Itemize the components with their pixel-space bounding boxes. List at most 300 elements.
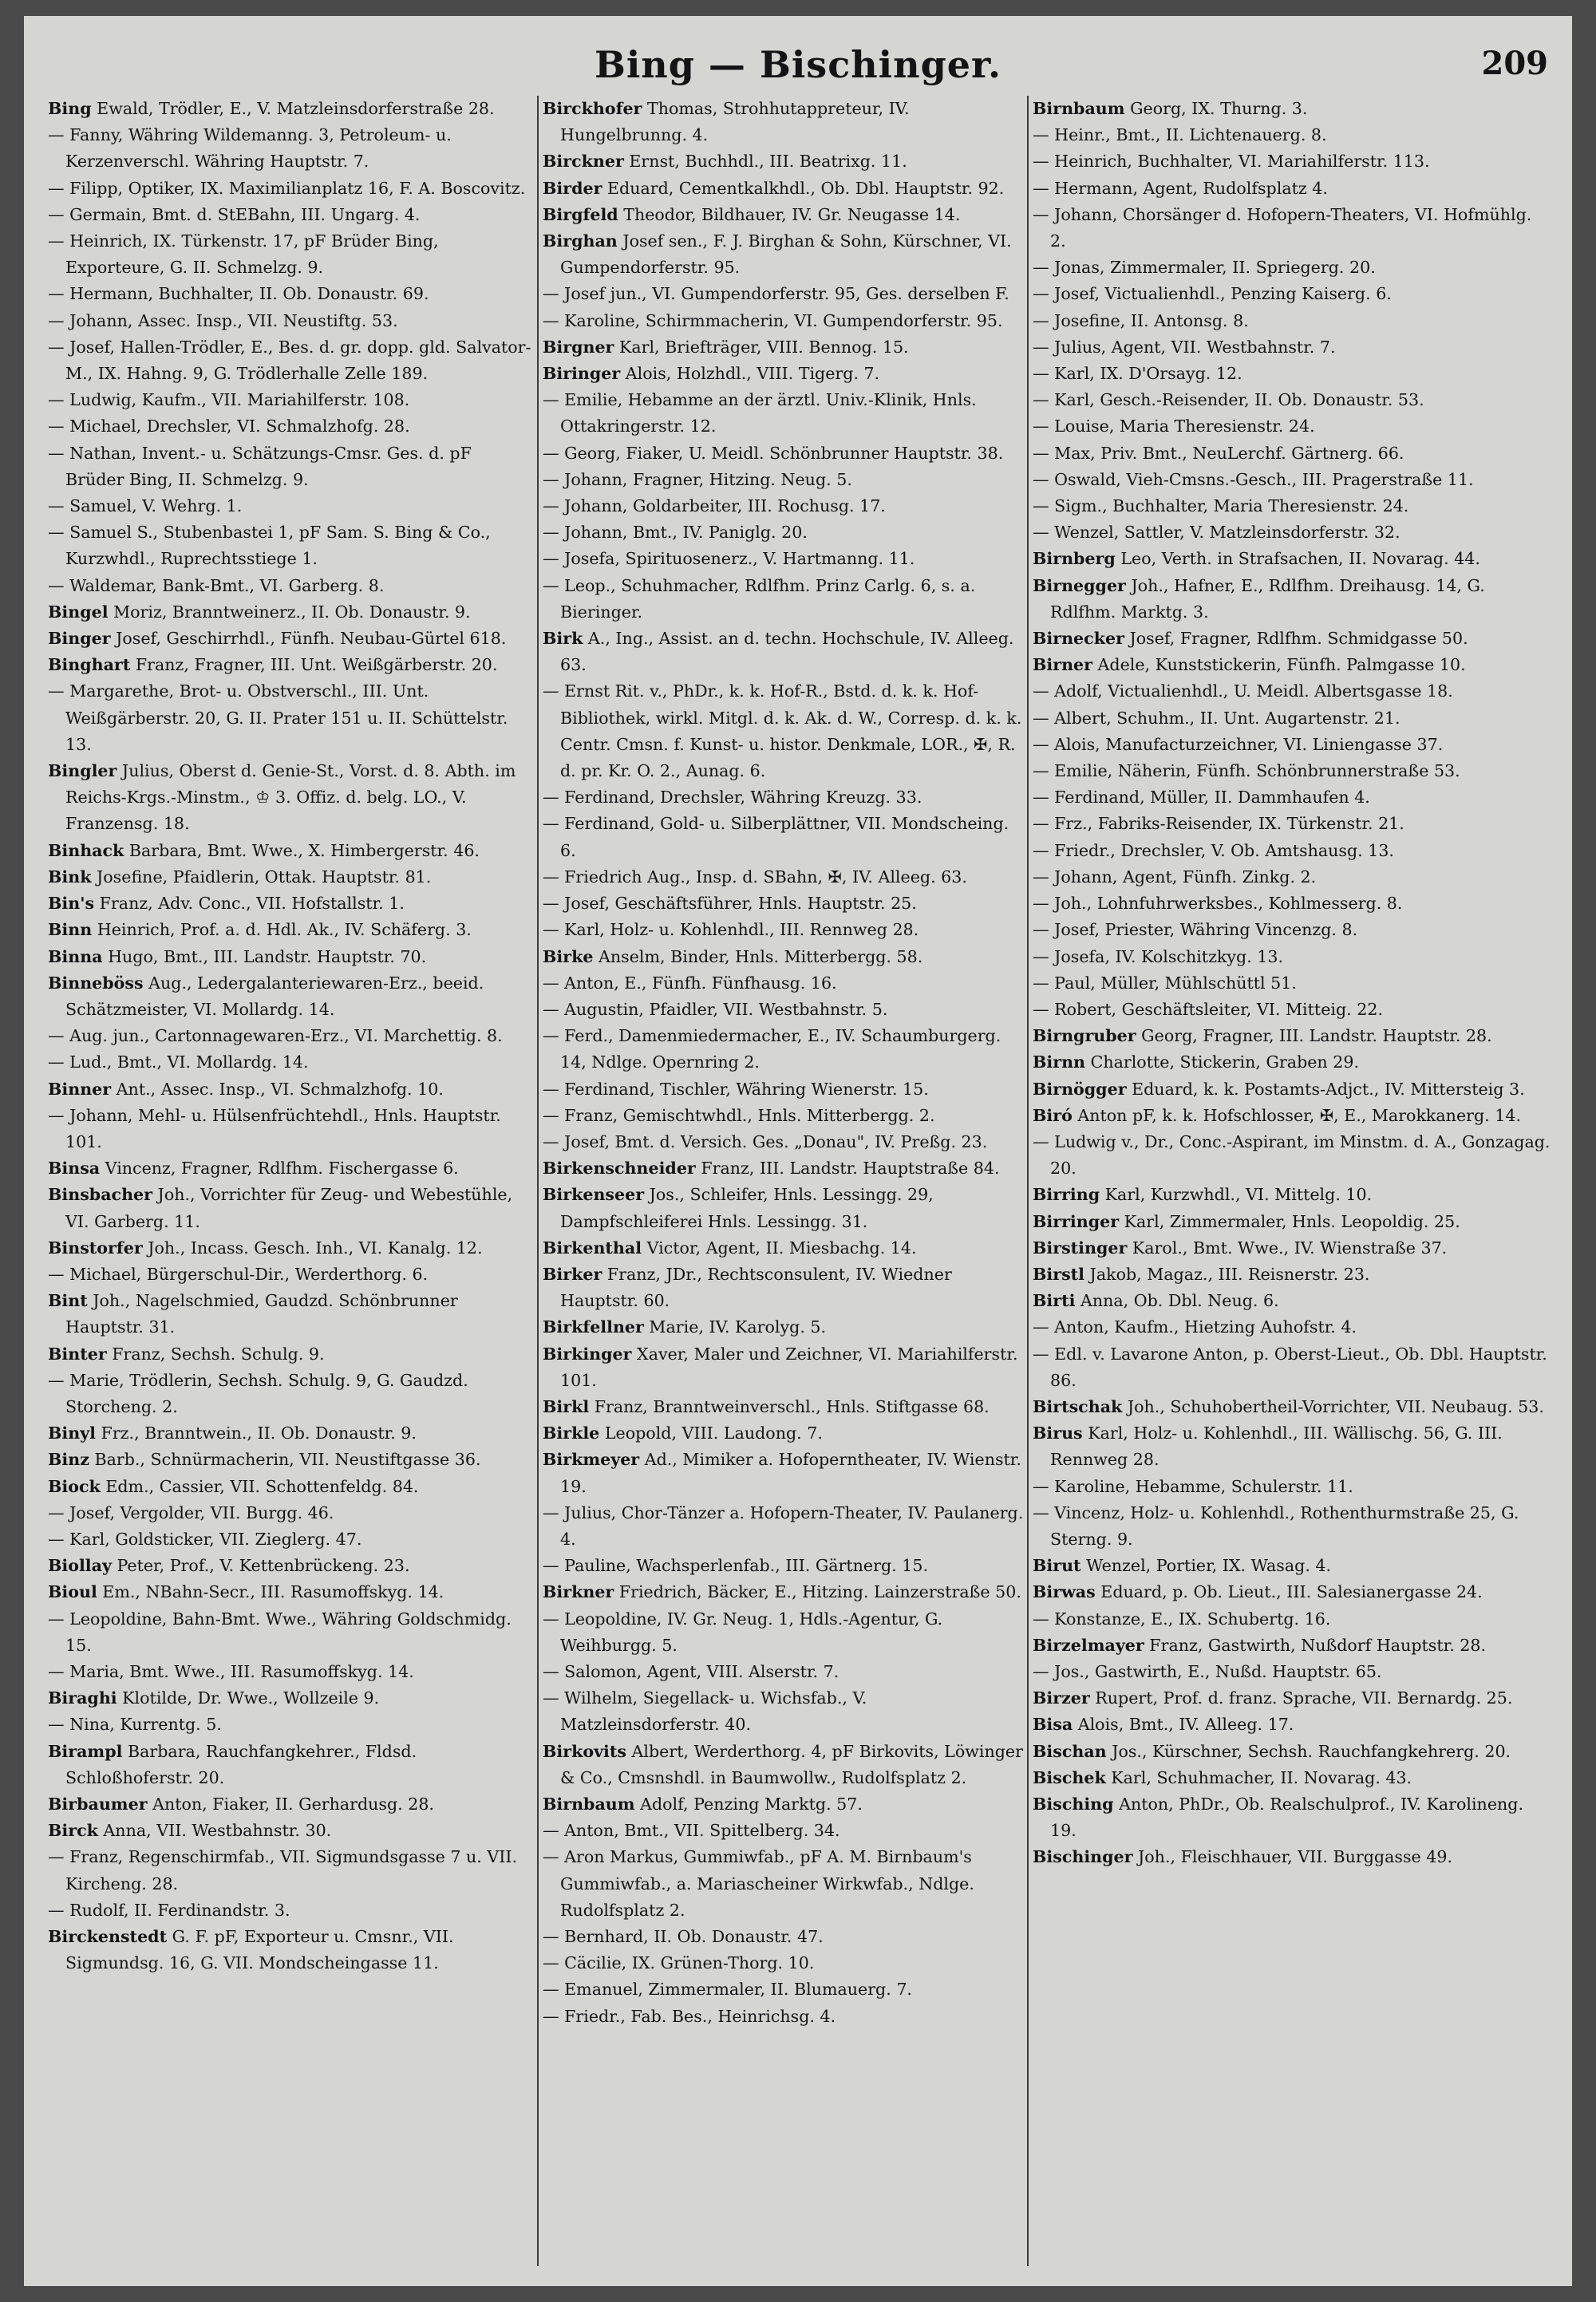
entry-surname: Birnbaum — [1033, 99, 1125, 118]
entry-surname: Birstl — [1033, 1264, 1085, 1284]
entry-surname: Birkinger — [543, 1344, 632, 1364]
entry-details: Rupert, Prof. d. franz. Sprache, VII. Bernardg. 25. — [1089, 1688, 1513, 1708]
entry-surname: Birkenschneider — [543, 1159, 696, 1179]
entry-surname: Biock — [48, 1476, 101, 1496]
entry-details: — Germain, Bmt. d. StEBahn, III. Ungarg. 4. — [48, 204, 421, 224]
entry-surname: Birkenthal — [543, 1238, 642, 1258]
directory-entry — [543, 678, 1025, 784]
entry-details: — Josefine, II. Antonsg. 8. — [1033, 310, 1249, 330]
entry-details: Julius, Oberst d. Genie-St., Vorst. d. 8. Abth. im Reichs-Krgs.-Minstm., ♔ 3. Offiz. d. belg. LO., V. Franzensg. 18. — [65, 761, 516, 834]
directory-entry — [1033, 652, 1551, 678]
directory-entry — [48, 917, 535, 943]
entry-details: Karl, Briefträger, VIII. Bennog. 15. — [614, 337, 909, 357]
directory-entry — [543, 1447, 1025, 1499]
entry-surname: Birkenseer — [543, 1185, 645, 1205]
entry-details: Jos., Kürschner, Sechsh. Rauchfangkehrerg. 20. — [1106, 1741, 1511, 1761]
entry-surname: Birder — [543, 178, 602, 198]
entry-details: Franz, Fragner, III. Unt. Weißgärberstr. 20. — [130, 655, 498, 675]
entry-details: — Maria, Bmt. Wwe., III. Rasumoffskyg. 14. — [48, 1661, 414, 1681]
directory-entry — [1033, 122, 1551, 148]
directory-entry — [1033, 1474, 1551, 1500]
directory-entry — [1033, 308, 1551, 334]
entry-details: — Adolf, Victualienhdl., U. Meidl. Albertsgasse 18. — [1033, 681, 1453, 701]
directory-entry — [1033, 176, 1551, 202]
entry-details: Karl, Zimmermaler, Hnls. Leopoldig. 25. — [1119, 1211, 1460, 1231]
entry-details: Albert, Werderthorg. 4, pF Birkovits, Löwinger & Co., Cmsnshdl. in Baumwollw., Rudolfsplatz 2. — [560, 1741, 1023, 1787]
entry-details: Jos., Schleifer, Hnls. Lessingg. 29, Dampfschleiferei Hnls. Lessingg. 31. — [560, 1185, 934, 1231]
directory-entry — [543, 202, 1025, 228]
entry-surname: Birngruber — [1033, 1026, 1136, 1046]
directory-entry — [1033, 1235, 1551, 1262]
directory-entry — [48, 122, 535, 175]
entry-details: — Friedrich Aug., Insp. d. SBahn, ✠, IV. Alleeg. 63. — [543, 867, 967, 886]
directory-entry — [1033, 626, 1551, 652]
entry-details: — Emanuel, Zimmermaler, II. Blumauerg. 7. — [543, 1980, 912, 2000]
directory-entry — [48, 1368, 535, 1420]
entry-details: — Karoline, Hebamme, Schulerstr. 11. — [1033, 1476, 1353, 1496]
entry-details: Anton, Fiaker, II. Gerhardusg. 28. — [147, 1795, 435, 1814]
entry-details: — Wenzel, Sattler, V. Matzleinsdorferstr. 32. — [1033, 523, 1400, 543]
entry-surname: Bing — [48, 99, 92, 118]
entry-surname: Birringer — [1033, 1211, 1120, 1231]
entry-details: — Edl. v. Lavarone Anton, p. Oberst-Lieut., Ob. Dbl. Hauptstr. 86. — [1033, 1344, 1547, 1390]
directory-entry — [1033, 1553, 1551, 1579]
directory-entry — [543, 228, 1025, 281]
directory-entry — [48, 1526, 535, 1553]
directory-entry — [48, 1076, 535, 1103]
entry-details: — Cäcilie, IX. Grünen-Thorg. 10. — [543, 1953, 815, 1973]
entry-details: — Emilie, Hebamme an der ärztl. Univ.-Klinik, Hnls. Ottakringerstr. 12. — [543, 390, 977, 436]
directory-entry — [1033, 1579, 1551, 1605]
directory-entry — [1033, 1500, 1551, 1553]
entry-details: Franz, JDr., Rechtsconsulent, IV. Wiedner Hauptstr. 60. — [560, 1264, 952, 1311]
entry-surname: Birnberg — [1033, 549, 1116, 569]
directory-entry — [1033, 784, 1551, 811]
entry-details: — Josef, Priester, Währing Vincenzg. 8. — [1033, 920, 1358, 940]
entry-details: Ad., Mimiker a. Hofoperntheater, IV. Wienstr. 19. — [560, 1450, 1021, 1496]
directory-entry — [1033, 1049, 1551, 1076]
entry-details: Joh., Incass. Gesch. Inh., VI. Kanalg. 12. — [142, 1238, 483, 1258]
directory-entry — [1033, 334, 1551, 361]
directory-entry — [543, 1739, 1025, 1791]
entry-surname: Binhack — [48, 840, 124, 860]
directory-entry — [1033, 864, 1551, 890]
directory-entry — [543, 1314, 1025, 1341]
entry-details: Joh., Hafner, E., Rdlfhm. Dreihausg. 14, G. Rdlfhm. Marktg. 3. — [1050, 575, 1485, 622]
entry-details: — Samuel S., Stubenbastei 1, pF Sam. S. Bing & Co., Kurzwhdl., Ruprechtsstiege 1. — [48, 523, 491, 569]
entry-details: — Waldemar, Bank-Bmt., VI. Garberg. 8. — [48, 575, 385, 595]
entry-details: Barb., Schnürmacherin, VII. Neustiftgasse 36. — [89, 1450, 481, 1470]
directory-entry — [48, 1023, 535, 1049]
entry-details: — Aron Markus, Gummiwfab., pF A. M. Birnbaum's Gummiwfab., a. Mariascheiner Wirkwfab., Ndlge. Rudolfsplatz 2. — [543, 1847, 974, 1920]
directory-entry — [48, 96, 535, 122]
entry-details: Aug., Ledergalanteriewaren-Erz., beeid. Schätzmeister, VI. Mollardg. 14. — [65, 973, 484, 1019]
entry-details: — Rudolf, II. Ferdinandstr. 3. — [48, 1900, 290, 1920]
directory-entry — [1033, 1633, 1551, 1659]
entry-details: — Johann, Goldarbeiter, III. Rochusg. 17. — [543, 496, 886, 516]
entry-details: — Hermann, Buchhalter, II. Ob. Donaustr. 69. — [48, 284, 429, 304]
entry-details: — Ludwig v., Dr., Conc.-Aspirant, im Minstm. d. A., Gonzagag. 20. — [1033, 1131, 1551, 1179]
entry-surname: Binstorfer — [48, 1238, 143, 1258]
entry-details: Ewald, Trödler, E., V. Matzleinsdorferstraße 28. — [91, 99, 495, 118]
directory-entry — [543, 493, 1025, 519]
directory-entry — [543, 361, 1025, 387]
entry-details: — Karl, Gesch.-Reisender, II. Ob. Donaustr. 53. — [1033, 390, 1424, 410]
directory-entry — [48, 970, 535, 1023]
entry-surname: Birkle — [543, 1423, 600, 1443]
directory-entry — [1033, 413, 1551, 440]
directory-entry — [543, 440, 1025, 467]
directory-entry — [543, 96, 1025, 148]
entry-details: — Ernst Rit. v., PhDr., k. k. Hof-R., Bstd. d. k. k. Hof-Bibliothek, wirkl. Mitgl. d. k. Ak. d. W., Corresp. d. k. k. Centr. Cmsn. f. Kunst- u. histor. Denkmale, LOR., ✠, R. d. pr. Kr. O. 2., Aunag. 6. — [543, 681, 1022, 781]
entry-details: — Leopoldine, IV. Gr. Neug. 1, Hdls.-Agentur, G. Weihburgg. 5. — [543, 1609, 943, 1655]
directory-entry — [48, 176, 535, 202]
directory-entry — [543, 1950, 1025, 1976]
entry-surname: Birtschak — [1033, 1396, 1123, 1416]
directory-entry — [1033, 758, 1551, 784]
entry-details: — Karoline, Schirmmacherin, VI. Gumpendorferstr. 95. — [543, 310, 1003, 330]
entry-details: — Sigm., Buchhalter, Maria Theresienstr. 24. — [1033, 496, 1409, 516]
directory-entry — [1033, 148, 1551, 175]
directory-entry — [543, 917, 1025, 943]
entry-details: — Samuel, V. Wehrg. 1. — [48, 496, 243, 516]
entry-details: Klotilde, Dr. Wwe., Wollzeile 9. — [117, 1688, 380, 1708]
entry-details: Josef, Geschirrhdl., Fünfh. Neubau-Gürtel 618. — [110, 629, 507, 649]
directory-entry — [1033, 1791, 1551, 1844]
entry-surname: Bioul — [48, 1582, 97, 1602]
entry-surname: Binyl — [48, 1423, 96, 1443]
directory-entry — [543, 864, 1025, 890]
entry-surname: Biraghi — [48, 1688, 117, 1708]
directory-entry — [48, 493, 535, 519]
entry-surname: Binter — [48, 1344, 107, 1364]
directory-entry — [1033, 467, 1551, 493]
entry-details: Karl, Kurzwhdl., VI. Mittelg. 10. — [1100, 1185, 1373, 1205]
directory-entry — [48, 413, 535, 440]
entry-details: Josef sen., F. J. Birghan & Sohn, Kürschner, VI. Gumpendorferstr. 95. — [560, 231, 1012, 278]
directory-entry — [1033, 519, 1551, 546]
directory-entry — [48, 1739, 535, 1791]
directory-entry — [48, 1235, 535, 1262]
entry-surname: Birckner — [543, 152, 624, 172]
directory-entry — [1033, 944, 1551, 970]
directory-entry — [543, 970, 1025, 997]
entry-details: Georg, IX. Thurng. 3. — [1124, 99, 1308, 118]
entry-details: — Lud., Bmt., VI. Mollardg. 14. — [48, 1052, 309, 1072]
directory-entry — [48, 1791, 535, 1818]
directory-entry — [48, 1712, 535, 1738]
entry-details: Eduard, p. Ob. Lieut., III. Salesianergasse 24. — [1095, 1582, 1483, 1602]
entry-details: — Johann, Bmt., IV. Paniglg. 20. — [543, 523, 808, 543]
entry-details: Leo, Verth. in Strafsachen, II. Novarag. 44. — [1115, 549, 1480, 569]
entry-details: — Anton, Kaufm., Hietzing Auhofstr. 4. — [1033, 1317, 1357, 1337]
entry-details: — Marie, Trödlerin, Sechsh. Schulg. 9, G. Gaudzd. Storcheng. 2. — [48, 1370, 468, 1416]
entry-surname: Birckhofer — [543, 99, 642, 118]
entry-details: — Robert, Geschäftsleiter, VI. Mitteig. 22. — [1033, 999, 1383, 1019]
page-number: 209 — [1481, 45, 1548, 82]
entry-details: Hugo, Bmt., III. Landstr. Hauptstr. 70. — [102, 946, 427, 966]
entry-details: — Salomon, Agent, VIII. Alserstr. 7. — [543, 1661, 839, 1681]
directory-entry — [543, 1023, 1025, 1076]
directory-entry — [48, 440, 535, 493]
entry-surname: Binsbacher — [48, 1185, 153, 1205]
directory-entry — [543, 1103, 1025, 1129]
directory-entry — [543, 573, 1025, 626]
directory-entry — [48, 1447, 535, 1473]
directory-entry — [1033, 1129, 1551, 1182]
entry-surname: Binn — [48, 920, 93, 940]
entry-details: Friedrich, Bäcker, E., Hitzing. Lainzerstraße 50. — [614, 1582, 1021, 1602]
directory-entry — [1033, 96, 1551, 122]
directory-entry — [1033, 1262, 1551, 1288]
entry-details: Josef, Fragner, Rdlfhm. Schmidgasse 50. — [1124, 629, 1468, 649]
directory-entry — [543, 1182, 1025, 1234]
entry-surname: Birkl — [543, 1396, 590, 1416]
entry-surname: Birnbaum — [543, 1795, 635, 1814]
entry-details: — Nina, Kurrentg. 5. — [48, 1715, 222, 1735]
entry-details: — Fanny, Währing Wildemanng. 3, Petroleum- u. Kerzenverschl. Währing Hauptstr. 7. — [48, 125, 452, 172]
entry-details: G. F. pF, Exporteur u. Cmsnr., VII. Sigmundsg. 16, G. VII. Mondscheingasse 11. — [65, 1927, 454, 1973]
column-1 — [48, 96, 535, 2278]
entry-surname: Bingler — [48, 761, 117, 781]
entry-surname: Bingel — [48, 602, 109, 622]
directory-entry — [48, 1818, 535, 1844]
entry-details: — Heinrich, Buchhalter, VI. Mariahilferstr. 113. — [1033, 152, 1430, 172]
entry-surname: Birwas — [1033, 1582, 1096, 1602]
entry-surname: Binghart — [48, 655, 131, 675]
entry-details: Xaver, Maler und Zeichner, VI. Mariahilferstr. 101. — [560, 1344, 1018, 1390]
directory-entry — [543, 308, 1025, 334]
entry-details: Joh., Nagelschmied, Gaudzd. Schönbrunner Hauptstr. 31. — [65, 1291, 458, 1337]
entry-surname: Birghan — [543, 231, 618, 251]
entry-surname: Birgfeld — [543, 204, 618, 224]
directory-entry — [543, 1976, 1025, 2003]
entry-details: — Karl, Goldsticker, VII. Zieglerg. 47. — [48, 1529, 362, 1549]
entry-details: — Jonas, Zimmermaler, II. Spriegerg. 20. — [1033, 258, 1376, 278]
entry-surname: Birkner — [543, 1582, 614, 1602]
entry-details: — Margarethe, Brot- u. Obstverschl., III. Unt. Weißgärberstr. 20, G. II. Prater 151 u. II. Schüttelstr. 13. — [48, 681, 508, 754]
column-divider — [1027, 96, 1029, 2266]
directory-entry — [48, 334, 535, 387]
entry-details: Vincenz, Fragner, Rdlfhm. Fischergasse 6. — [100, 1159, 459, 1179]
entry-surname: Birzer — [1033, 1688, 1090, 1708]
directory-entry — [48, 1262, 535, 1288]
directory-entry — [543, 2004, 1025, 2030]
entry-details: — Josefa, Spirituosenerz., V. Hartmanng. 11. — [543, 549, 915, 569]
directory-entry — [543, 1235, 1025, 1262]
entry-surname: Binz — [48, 1450, 89, 1470]
directory-entry — [543, 1579, 1025, 1605]
directory-entry — [1033, 678, 1551, 705]
entry-details: Georg, Fragner, III. Landstr. Hauptstr. 28. — [1136, 1026, 1492, 1046]
directory-entry — [543, 626, 1025, 678]
entry-details: — Johann, Agent, Fünfh. Zinkg. 2. — [1033, 867, 1317, 886]
entry-details: Anton pF, k. k. Hofschlosser, ✠, E., Marokkanerg. 14. — [1072, 1105, 1522, 1125]
entry-details: Barbara, Rauchfangkehrer., Fldsd. Schloßhoferstr. 20. — [65, 1741, 417, 1787]
entry-details: — Jos., Gastwirth, E., Nußd. Hauptstr. 65. — [1033, 1661, 1382, 1681]
entry-details: Franz, Gastwirth, Nußdorf Hauptstr. 28. — [1144, 1635, 1487, 1655]
directory-entry — [1033, 1844, 1551, 1870]
entry-details: — Albert, Schuhm., II. Unt. Augartenstr. 21. — [1033, 708, 1400, 728]
directory-entry — [543, 1155, 1025, 1182]
directory-entry — [1033, 202, 1551, 255]
directory-entry — [543, 1606, 1025, 1659]
entry-details: — Julius, Chor-Tänzer a. Hofopern-Theater, IV. Paulanerg. 4. — [543, 1502, 1024, 1549]
entry-details: — Anton, Bmt., VII. Spittelberg. 34. — [543, 1821, 840, 1841]
directory-entry — [48, 1474, 535, 1500]
entry-details: — Karl, Holz- u. Kohlenhdl., III. Rennweg 28. — [543, 920, 919, 940]
entry-details: — Wilhelm, Siegellack- u. Wichsfab., V. Matzleinsdorferstr. 40. — [543, 1688, 867, 1735]
entry-details: — Josefa, IV. Kolschitzkyg. 13. — [1033, 946, 1284, 966]
entry-details: Ant., Assec. Insp., VI. Schmalzhofg. 10. — [111, 1079, 444, 1099]
entry-details: Victor, Agent, II. Miesbachg. 14. — [642, 1238, 917, 1258]
column-2 — [543, 96, 1025, 2278]
directory-entry — [543, 1076, 1025, 1103]
entry-surname: Binna — [48, 946, 103, 966]
entry-details: — Max, Priv. Bmt., NeuLerchf. Gärtnerg. 66. — [1033, 443, 1404, 463]
directory-entry — [543, 334, 1025, 361]
entry-details: — Johann, Fragner, Hitzing. Neug. 5. — [543, 469, 852, 489]
entry-surname: Binneböss — [48, 973, 144, 993]
entry-surname: Biollay — [48, 1556, 112, 1576]
directory-entry — [48, 1420, 535, 1447]
entry-surname: Birzelmayer — [1033, 1635, 1144, 1655]
directory-entry — [543, 1129, 1025, 1155]
entry-details: — Nathan, Invent.- u. Schätzungs-Cmsr. Ges. d. pF Brüder Bing, II. Schmelzg. 9. — [48, 443, 472, 489]
entry-details: — Bernhard, II. Ob. Donaustr. 47. — [543, 1927, 824, 1947]
entry-details: Em., NBahn-Secr., III. Rasumoffskyg. 14. — [97, 1582, 444, 1602]
entry-details: Franz, Sechsh. Schulg. 9. — [106, 1344, 325, 1364]
entry-details: Barbara, Bmt. Wwe., X. Himbergerstr. 46. — [124, 840, 480, 860]
directory-entry — [48, 1288, 535, 1341]
directory-entry — [543, 784, 1025, 811]
entry-details: A., Ing., Assist. an d. techn. Hochschule, IV. Alleeg. 63. — [560, 629, 1014, 675]
entry-details: — Ferdinand, Drechsler, Währing Kreuzg. 33. — [543, 788, 922, 807]
entry-surname: Birnecker — [1033, 629, 1124, 649]
entry-surname: Birkovits — [543, 1741, 626, 1761]
entry-details: Thomas, Strohhutappreteur, IV. Hungelbrunng. 4. — [560, 99, 910, 145]
entry-surname: Biró — [1033, 1105, 1073, 1125]
entry-details: — Heinrich, IX. Türkenstr. 17, pF Brüder Bing, Exporteure, G. II. Schmelzg. 9. — [48, 231, 439, 278]
entry-details: — Ferd., Damenmiedermacher, E., IV. Schaumburgerg. 14, Ndlge. Opernring 2. — [543, 1026, 1001, 1072]
directory-entry — [543, 1844, 1025, 1924]
directory-entry — [543, 387, 1025, 440]
directory-page — [24, 16, 1572, 2286]
entry-details: — Johann, Mehl- u. Hülsenfrüchtehdl., Hnls. Hauptstr. 101. — [48, 1105, 501, 1151]
entry-details: Alois, Bmt., IV. Alleeg. 17. — [1073, 1715, 1294, 1735]
directory-entry — [543, 148, 1025, 175]
entry-details: — Aug. jun., Cartonnagewaren-Erz., VI. Marchettig. 8. — [48, 1026, 503, 1046]
entry-details: — Josef, Bmt. d. Versich. Ges. „Donau", IV. Preßg. 23. — [543, 1131, 988, 1151]
entry-details: Franz, III. Landstr. Hauptstraße 84. — [695, 1159, 1000, 1179]
column-divider — [537, 96, 539, 2266]
entry-details: — Leop., Schuhmacher, Rdlfhm. Prinz Carlg. 6, s. a. Bieringer. — [543, 575, 976, 622]
entry-details: — Josef, Victualienhdl., Penzing Kaiserg. 6. — [1033, 284, 1392, 304]
entry-details: — Louise, Maria Theresienstr. 24. — [1033, 417, 1315, 436]
directory-entry — [1033, 705, 1551, 732]
directory-entry — [48, 1844, 535, 1897]
entry-details: — Karl, IX. D'Orsayg. 12. — [1033, 364, 1242, 384]
entry-surname: Biringer — [543, 364, 621, 384]
entry-surname: Bischinger — [1033, 1847, 1133, 1867]
entry-details: Wenzel, Portier, IX. Wasag. 4. — [1080, 1556, 1332, 1576]
entry-details: Jakob, Magaz., III. Reisnerstr. 23. — [1084, 1264, 1370, 1284]
entry-details: — Friedr., Drechsler, V. Ob. Amtshausg. 13. — [1033, 840, 1394, 860]
entry-surname: Binger — [48, 629, 111, 649]
directory-entry — [48, 1659, 535, 1685]
entry-details: — Filipp, Optiker, IX. Maximilianplatz 16, F. A. Boscovitz. — [48, 178, 526, 198]
directory-entry — [48, 944, 535, 970]
entry-details: Edm., Cassier, VII. Schottenfeldg. 84. — [100, 1476, 419, 1496]
entry-details: Joh., Schuhobertheil-Vorrichter, VII. Neubaug. 53. — [1122, 1396, 1544, 1416]
directory-entry — [48, 1049, 535, 1076]
directory-entry — [48, 1924, 535, 1976]
directory-entry — [543, 467, 1025, 493]
entry-details: Charlotte, Stickerin, Graben 29. — [1085, 1052, 1359, 1072]
directory-entry — [48, 281, 535, 307]
directory-entry — [1033, 1182, 1551, 1208]
directory-entry — [543, 1341, 1025, 1394]
directory-entry — [1033, 361, 1551, 387]
directory-entry — [1033, 1103, 1551, 1129]
directory-entry — [1033, 970, 1551, 997]
directory-entry — [1033, 890, 1551, 917]
entry-surname: Bisa — [1033, 1715, 1073, 1735]
directory-entry — [48, 1103, 535, 1155]
entry-surname: Bin's — [48, 894, 95, 914]
entry-surname: Binner — [48, 1079, 112, 1099]
entry-details: Anna, VII. Westbahnstr. 30. — [97, 1821, 332, 1841]
entry-details: — Oswald, Vieh-Cmsns.-Gesch., III. Pragerstraße 11. — [1033, 469, 1474, 489]
directory-entry — [48, 228, 535, 281]
directory-entry — [48, 519, 535, 572]
entry-details: — Emilie, Näherin, Fünfh. Schönbrunnerstraße 53. — [1033, 761, 1460, 781]
directory-entry — [1033, 1685, 1551, 1712]
directory-entry — [1033, 1765, 1551, 1791]
directory-entry — [48, 1685, 535, 1712]
directory-entry — [1033, 1420, 1551, 1473]
entry-surname: Bischek — [1033, 1767, 1106, 1787]
entry-details: — Ferdinand, Tischler, Währing Wienerstr. 15. — [543, 1079, 929, 1099]
directory-entry — [48, 890, 535, 917]
directory-entry — [48, 599, 535, 626]
directory-entry — [543, 1500, 1025, 1553]
entry-details: — Johann, Assec. Insp., VII. Neustiftg. 53. — [48, 310, 398, 330]
entry-details: Joh., Fleischhauer, VII. Burggasse 49. — [1132, 1847, 1453, 1867]
entry-details: Franz, Adv. Conc., VII. Hofstallstr. 1. — [94, 894, 405, 914]
directory-entry — [1033, 732, 1551, 758]
entry-surname: Birckenstedt — [48, 1927, 168, 1947]
entry-details: Anton, PhDr., Ob. Realschulprof., IV. Karolineng. 19. — [1050, 1795, 1523, 1841]
entry-details: — Josef, Geschäftsführer, Hnls. Hauptstr. 25. — [543, 894, 917, 914]
entry-details: — Josef, Vergolder, VII. Burgg. 46. — [48, 1502, 334, 1522]
directory-entry — [1033, 1606, 1551, 1633]
entry-details: — Johann, Chorsänger d. Hofopern-Theaters, VI. Hofmühlg. 2. — [1033, 204, 1532, 251]
entry-surname: Birk — [543, 629, 583, 649]
directory-entry — [1033, 1394, 1551, 1420]
directory-entry — [48, 758, 535, 838]
entry-surname: Birnögger — [1033, 1079, 1127, 1099]
entry-details: Eduard, Cementkalkhdl., Ob. Dbl. Hauptstr. 92. — [602, 178, 1005, 198]
entry-details: — Joh., Lohnfuhrwerksbes., Kohlmesserg. 8. — [1033, 894, 1403, 914]
entry-details: Theodor, Bildhauer, IV. Gr. Neugasse 14. — [618, 204, 961, 224]
entry-details: — Augustin, Pfaidler, VII. Westbahnstr. 5. — [543, 999, 888, 1019]
entry-details: Anselm, Binder, Hnls. Mitterbergg. 58. — [593, 946, 923, 966]
entry-details: — Josef jun., VI. Gumpendorferstr. 95, Ges. derselben F. — [543, 284, 1009, 304]
entry-details: Moriz, Branntweinerz., II. Ob. Donaustr. 9. — [108, 602, 471, 622]
entry-details: — Leopoldine, Bahn-Bmt. Wwe., Währing Goldschmidg. 15. — [48, 1609, 512, 1655]
entry-surname: Birnn — [1033, 1052, 1086, 1072]
